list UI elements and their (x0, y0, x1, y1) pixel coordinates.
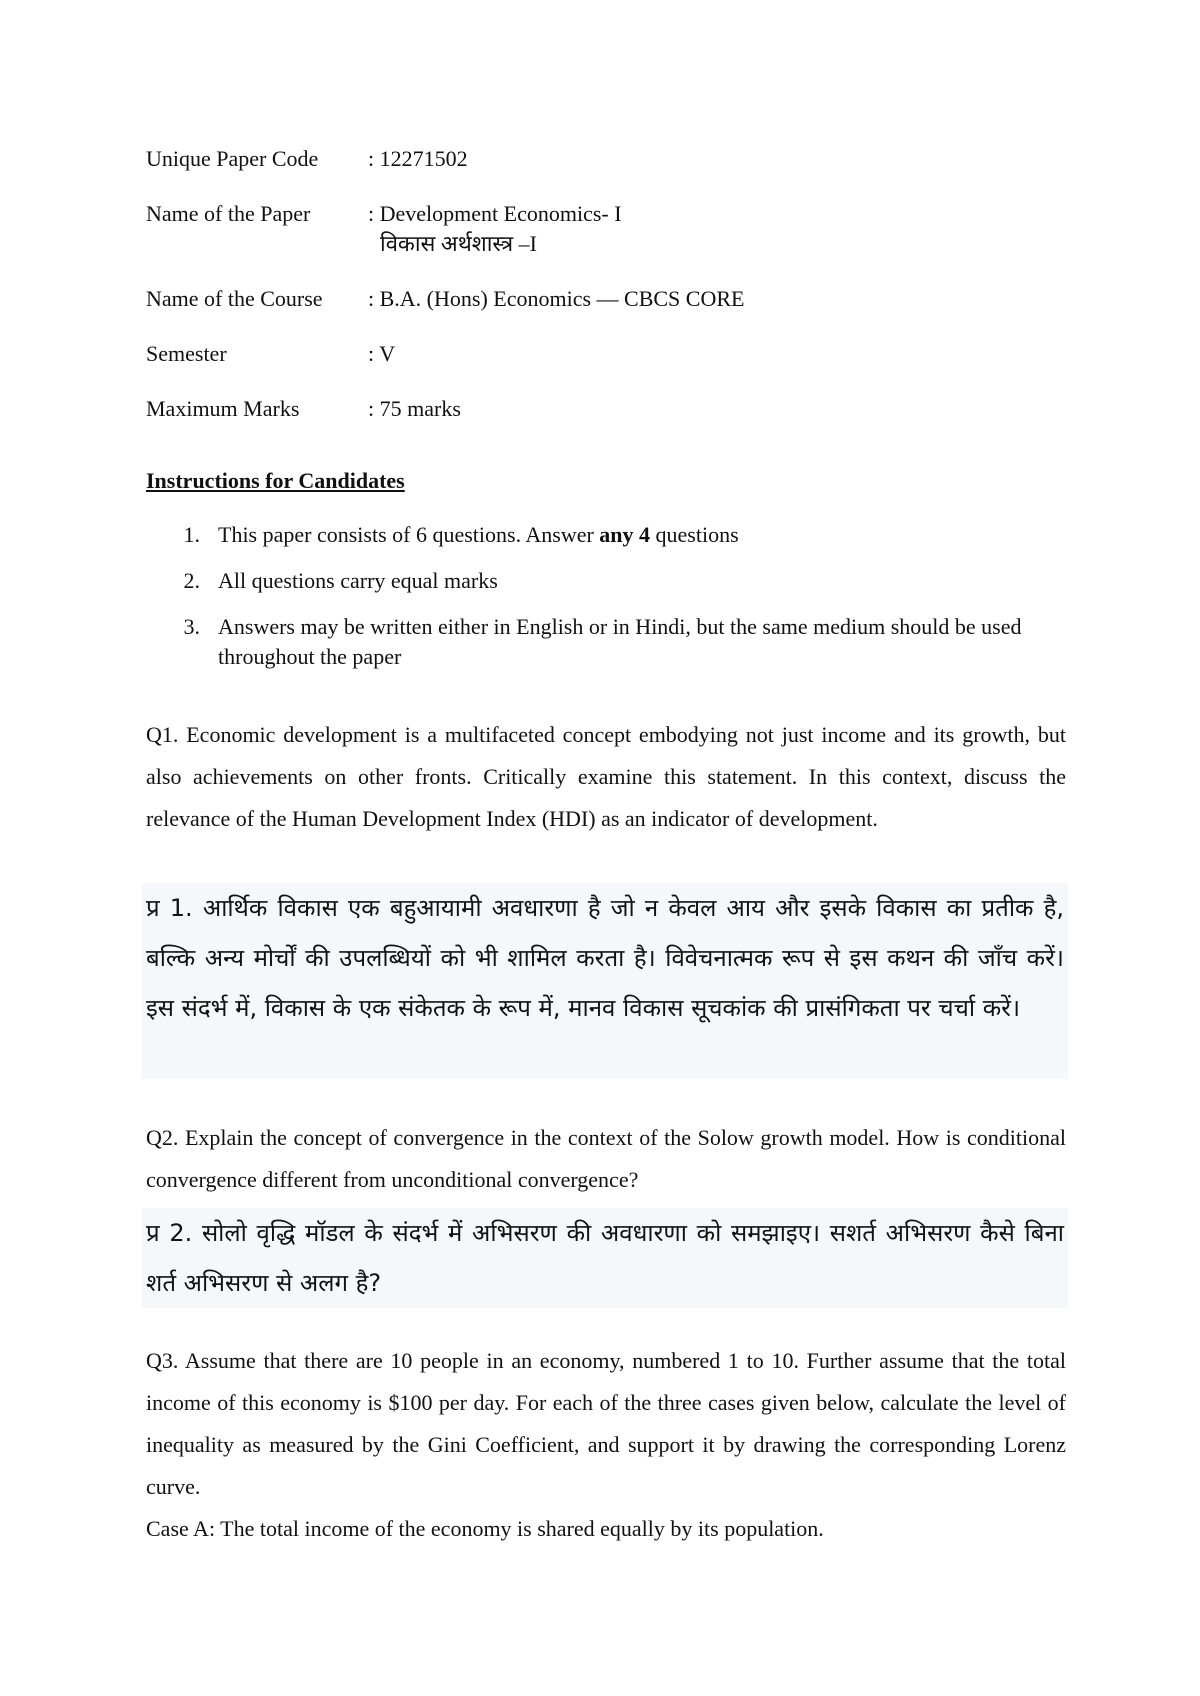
instruction-number: 3. (183, 614, 200, 639)
instruction-text-post: questions (650, 522, 739, 547)
course-row (146, 284, 1066, 314)
question-2: Q2. Explain the concept of convergence in the context of the Solow growth model. How is conditional convergence different from unconditional convergence? (146, 1125, 1066, 1192)
semester-label: Semester (146, 341, 227, 366)
question-1-hindi: प्र 1. आर्थिक विकास एक बहुआयामी अवधारणा है जो न केवल आय और इसके विकास का प्रतीक है, बल्कि अन्य मोर्चों की उपलब्धियों को भी शामिल करता है। विवेचनात्मक रूप से इस कथन की जाँच करें। इस संदर्भ में, विकास के एक संकेतक के रूप में, मानव विकास सूचकांक की प्रासंगिकता पर चर्चा करें। (142, 883, 1068, 1079)
instruction-number: 1. (183, 522, 200, 547)
instruction-text (218, 520, 1066, 550)
paper-name-value-group (368, 199, 1066, 259)
question-2-hindi: प्र 2. सोलो वृद्धि मॉडल के संदर्भ में अभिसरण की अवधारणा को समझाइए। सशर्त अभिसरण कैसे बिना शर्त अभिसरण से अलग है? (142, 1208, 1068, 1308)
paper-name-row (146, 199, 1066, 259)
paper-metadata (146, 144, 1066, 449)
paper-name-label: Name of the Paper (146, 201, 311, 226)
course-label: Name of the Course (146, 286, 323, 311)
instruction-text: All questions carry equal marks (218, 568, 498, 593)
question-3: Q3. Assume that there are 10 people in an economy, numbered 1 to 10. Further assume that the total income of this economy is $100 per day. For each of the three cases given below, calculate the level of inequality as measured by the Gini Coefficient, and support it by drawing the corresponding Lorenz curve. (146, 1348, 1066, 1499)
semester-value: : V (368, 341, 396, 366)
instruction-text: Answers may be written either in English or in Hindi, but the same medium should be used throughout the paper (218, 614, 1022, 669)
paper-name-hindi: विकास अर्थशास्त्र –I (380, 231, 537, 256)
instruction-item (146, 520, 1066, 550)
instructions-list (146, 520, 1066, 688)
case-a: Case A: The total income of the economy is shared equally by its population. (146, 1516, 824, 1541)
paper-code-value: : 12271502 (368, 146, 468, 171)
instructions-heading: Instructions for Candidates (146, 468, 405, 493)
question-1: Q1. Economic development is a multifaceted concept embodying not just income and its growth, but also achievements on other fronts. Critically examine this statement. In this context, discuss the relevance of the Human Development Index (HDI) as an indicator of development. (146, 722, 1066, 831)
max-marks-row (146, 394, 1066, 424)
paper-code-row (146, 144, 1066, 174)
instruction-number: 2. (183, 568, 200, 593)
instruction-item (146, 612, 1066, 672)
course-value: : B.A. (Hons) Economics — CBCS CORE (368, 286, 745, 311)
semester-row (146, 339, 1066, 369)
instruction-item (146, 566, 1066, 596)
max-marks-label: Maximum Marks (146, 396, 300, 421)
instruction-text-pre: This paper consists of 6 questions. Answer (218, 522, 600, 547)
paper-name-value: : Development Economics- I (368, 201, 622, 226)
paper-code-label: Unique Paper Code (146, 146, 319, 171)
max-marks-value: : 75 marks (368, 396, 461, 421)
instruction-text-bold: any 4 (599, 522, 651, 547)
